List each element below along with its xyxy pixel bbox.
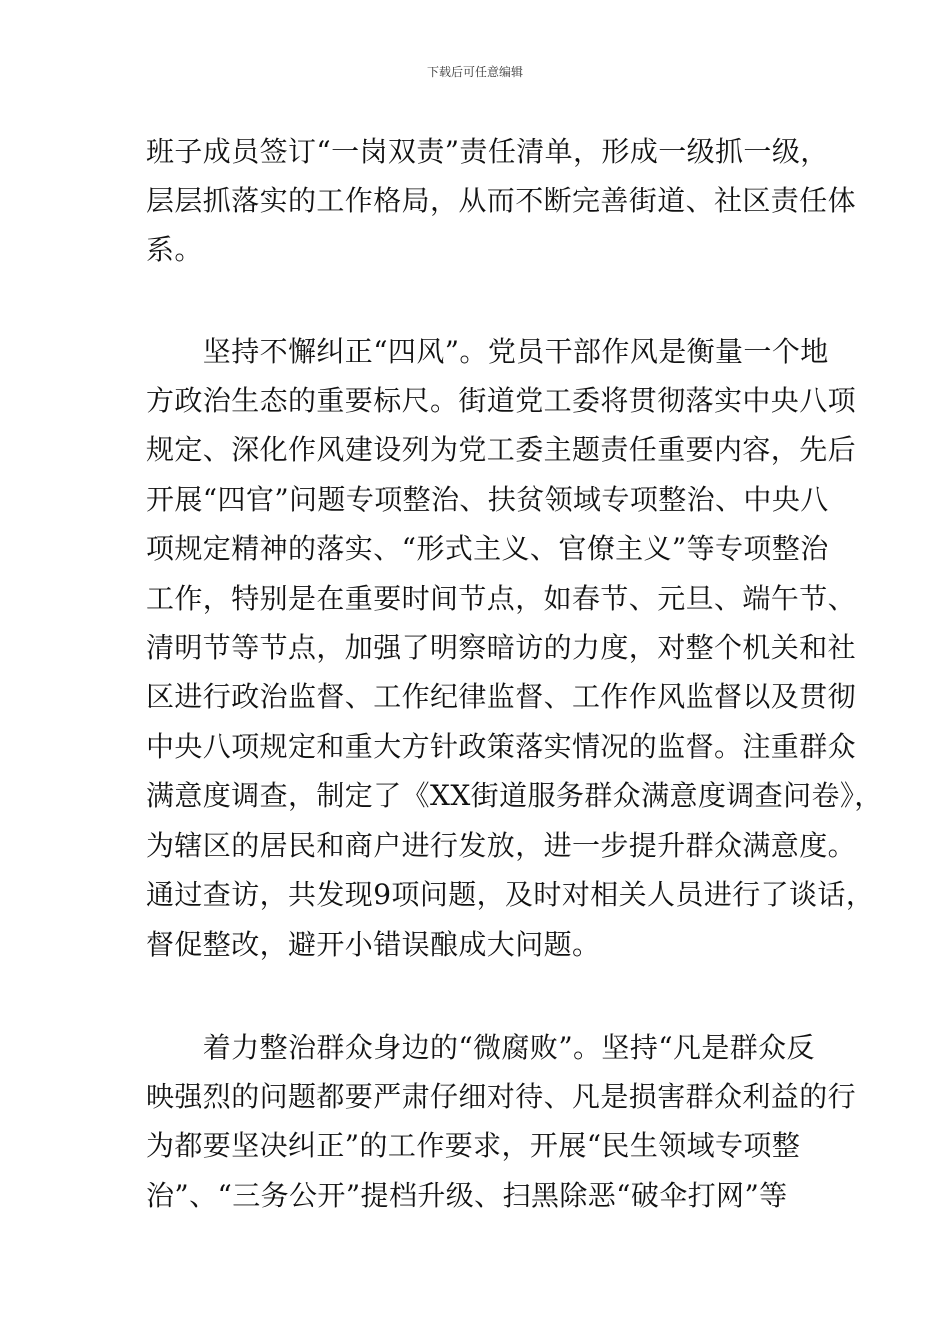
paragraph-2-line-12: 通过查访，共发现9项问题，及时对相关人员进行了谈话，	[146, 878, 875, 911]
paragraph-1-line-2: 层层抓落实的工作格局，从而不断完善街道、社区责任体	[146, 184, 857, 217]
paragraph-2-line-2: 方政治生态的重要标尺。街道党工委将贯彻落实中央八项	[146, 384, 857, 417]
paragraph-3-line-1: 着力整治群众身边的“微腐败”。坚持“凡是群众反	[146, 1031, 815, 1064]
paragraph-3-line-4: 治”、“三务公开”提档升级、扫黑除恶“破伞打网”等	[146, 1179, 788, 1212]
paragraph-2-line-10: 满意度调查，制定了《XX街道服务群众满意度调查问卷》，	[146, 779, 883, 812]
paragraph-2-line-1: 坚持不懈纠正“四风”。党员干部作风是衡量一个地	[146, 335, 829, 368]
page-header: 下载后可任意编辑	[426, 65, 523, 79]
paragraph-1-line-1: 班子成员签订“一岗双责”责任清单，形成一级抓一级，	[146, 135, 829, 168]
paragraph-2-line-5: 项规定精神的落实、“形式主义、官僚主义”等专项整治	[146, 532, 829, 565]
paragraph-3-line-3: 为都要坚决纠正”的工作要求，开展“民生领域专项整	[146, 1129, 801, 1162]
paragraph-2-line-7: 清明节等节点，加强了明察暗访的力度，对整个机关和社	[146, 631, 857, 664]
paragraph-2-line-11: 为辖区的居民和商户进行发放，进一步提升群众满意度。	[146, 829, 857, 862]
paragraph-2-line-8: 区进行政治监督、工作纪律监督、工作作风监督以及贯彻	[146, 680, 857, 713]
paragraph-2-line-6: 工作，特别是在重要时间节点，如春节、元旦、端午节、	[146, 582, 857, 615]
paragraph-2-line-13: 督促整改，避开小错误酿成大问题。	[146, 928, 601, 961]
paragraph-1-line-3: 系。	[146, 233, 203, 266]
paragraph-2-line-9: 中央八项规定和重大方针政策落实情况的监督。注重群众	[146, 730, 857, 763]
paragraph-2-line-3: 规定、深化作风建设列为党工委主题责任重要内容，先后	[146, 433, 857, 466]
paragraph-2-line-4: 开展“四官”问题专项整治、扶贫领域专项整治、中央八	[146, 483, 829, 516]
paragraph-3-line-2: 映强烈的问题都要严肃仔细对待、凡是损害群众利益的行	[146, 1080, 857, 1113]
